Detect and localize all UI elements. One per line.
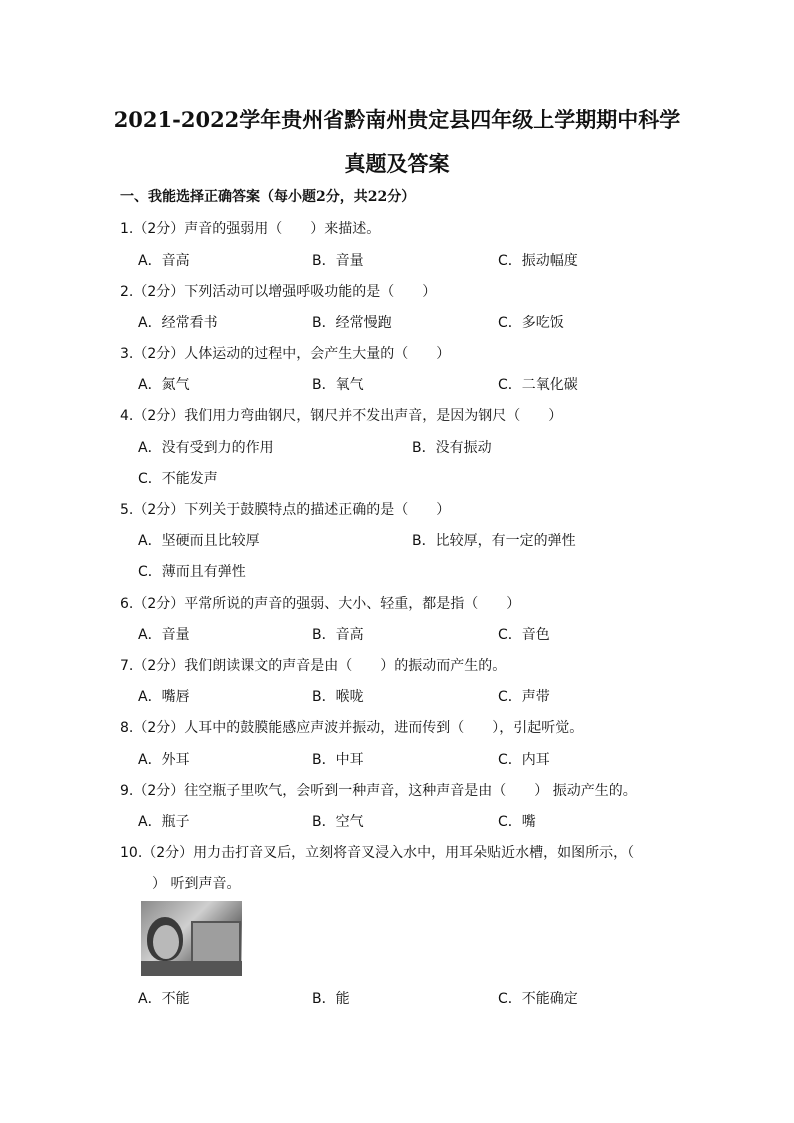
question-3-stem: 3.（2分）人体运动的过程中，会产生大量的（ ）: [120, 346, 451, 362]
question-1-option-b: B．音量: [312, 253, 364, 269]
question-6-option-c: C．音色: [498, 627, 550, 643]
question-7-stem: 7.（2分）我们朗读课文的声音是由（ ）的振动而产生的。: [120, 658, 507, 674]
question-7-option-a: A．嘴唇: [138, 689, 190, 705]
question-7-option-c: C．声带: [498, 689, 550, 705]
question-1-option-c: C．振动幅度: [498, 253, 578, 269]
question-10-option-c: C．不能确定: [498, 991, 578, 1007]
question-6-stem: 6.（2分）平常所说的声音的强弱、大小、轻重，都是指（ ）: [120, 596, 521, 612]
question-10-stem: 10.（2分）用力击打音叉后，立刻将音叉浸入水中，用耳朵贴近水槽，如图所示，（: [120, 845, 635, 861]
question-3-option-b: B．氧气: [312, 377, 364, 393]
question-9-option-a: A．瓶子: [138, 814, 190, 830]
question-8-option-a: A．外耳: [138, 752, 190, 768]
question-5-option-b: B．比较厚，有一定的弹性: [412, 533, 576, 549]
question-6-option-a: A．音量: [138, 627, 190, 643]
question-4-stem: 4.（2分）我们用力弯曲钢尺，钢尺并不发出声音，是因为钢尺（ ）: [120, 408, 563, 424]
question-4-option-b: B．没有振动: [412, 440, 492, 456]
question-1-stem: 1.（2分）声音的强弱用（ ）来描述。: [120, 221, 381, 237]
question-5-stem: 5.（2分）下列关于鼓膜特点的描述正确的是（ ）: [120, 502, 451, 518]
question-5-option-a: A．坚硬而且比较厚: [138, 533, 260, 549]
experiment-photo: [141, 901, 242, 976]
question-8-option-b: B．中耳: [312, 752, 364, 768]
question-10-option-a: A．不能: [138, 991, 190, 1007]
question-6-option-b: B．音高: [312, 627, 364, 643]
question-10-option-b: B．能: [312, 991, 350, 1007]
photo-person-face: [153, 925, 179, 959]
question-3-option-a: A．氮气: [138, 377, 190, 393]
photo-water-tank: [191, 921, 241, 963]
photo-table: [141, 961, 242, 976]
question-2-stem: 2.（2分）下列活动可以增强呼吸功能的是（ ）: [120, 284, 437, 300]
question-5-option-c: C．薄而且有弹性: [138, 564, 246, 580]
question-3-option-c: C．二氧化碳: [498, 377, 578, 393]
question-2-option-c: C．多吃饭: [498, 315, 564, 331]
question-9-option-b: B．空气: [312, 814, 364, 830]
question-2-option-a: A．经常看书: [138, 315, 218, 331]
question-8-option-c: C．内耳: [498, 752, 550, 768]
section-heading: 一、我能选择正确答案（每小题2分，共22分）: [120, 189, 416, 205]
question-1-option-a: A．音高: [138, 253, 190, 269]
question-4-option-c: C．不能发声: [138, 471, 218, 487]
question-7-option-b: B．喉咙: [312, 689, 364, 705]
question-10-stem-continued: ） 听到声音。: [138, 876, 241, 892]
question-4-option-a: A．没有受到力的作用: [138, 440, 274, 456]
question-9-stem: 9.（2分）往空瓶子里吹气，会听到一种声音，这种声音是由（ ） 振动产生的。: [120, 783, 637, 799]
document-title-line2: 真题及答案: [344, 151, 450, 176]
document-title: 2021-2022学年贵州省黔南州贵定县四年级上学期期中科学: [113, 107, 681, 132]
question-9-option-c: C．嘴: [498, 814, 536, 830]
question-2-option-b: B．经常慢跑: [312, 315, 392, 331]
question-8-stem: 8.（2分）人耳中的鼓膜能感应声波并振动，进而传到（ ），引起听觉。: [120, 720, 584, 736]
